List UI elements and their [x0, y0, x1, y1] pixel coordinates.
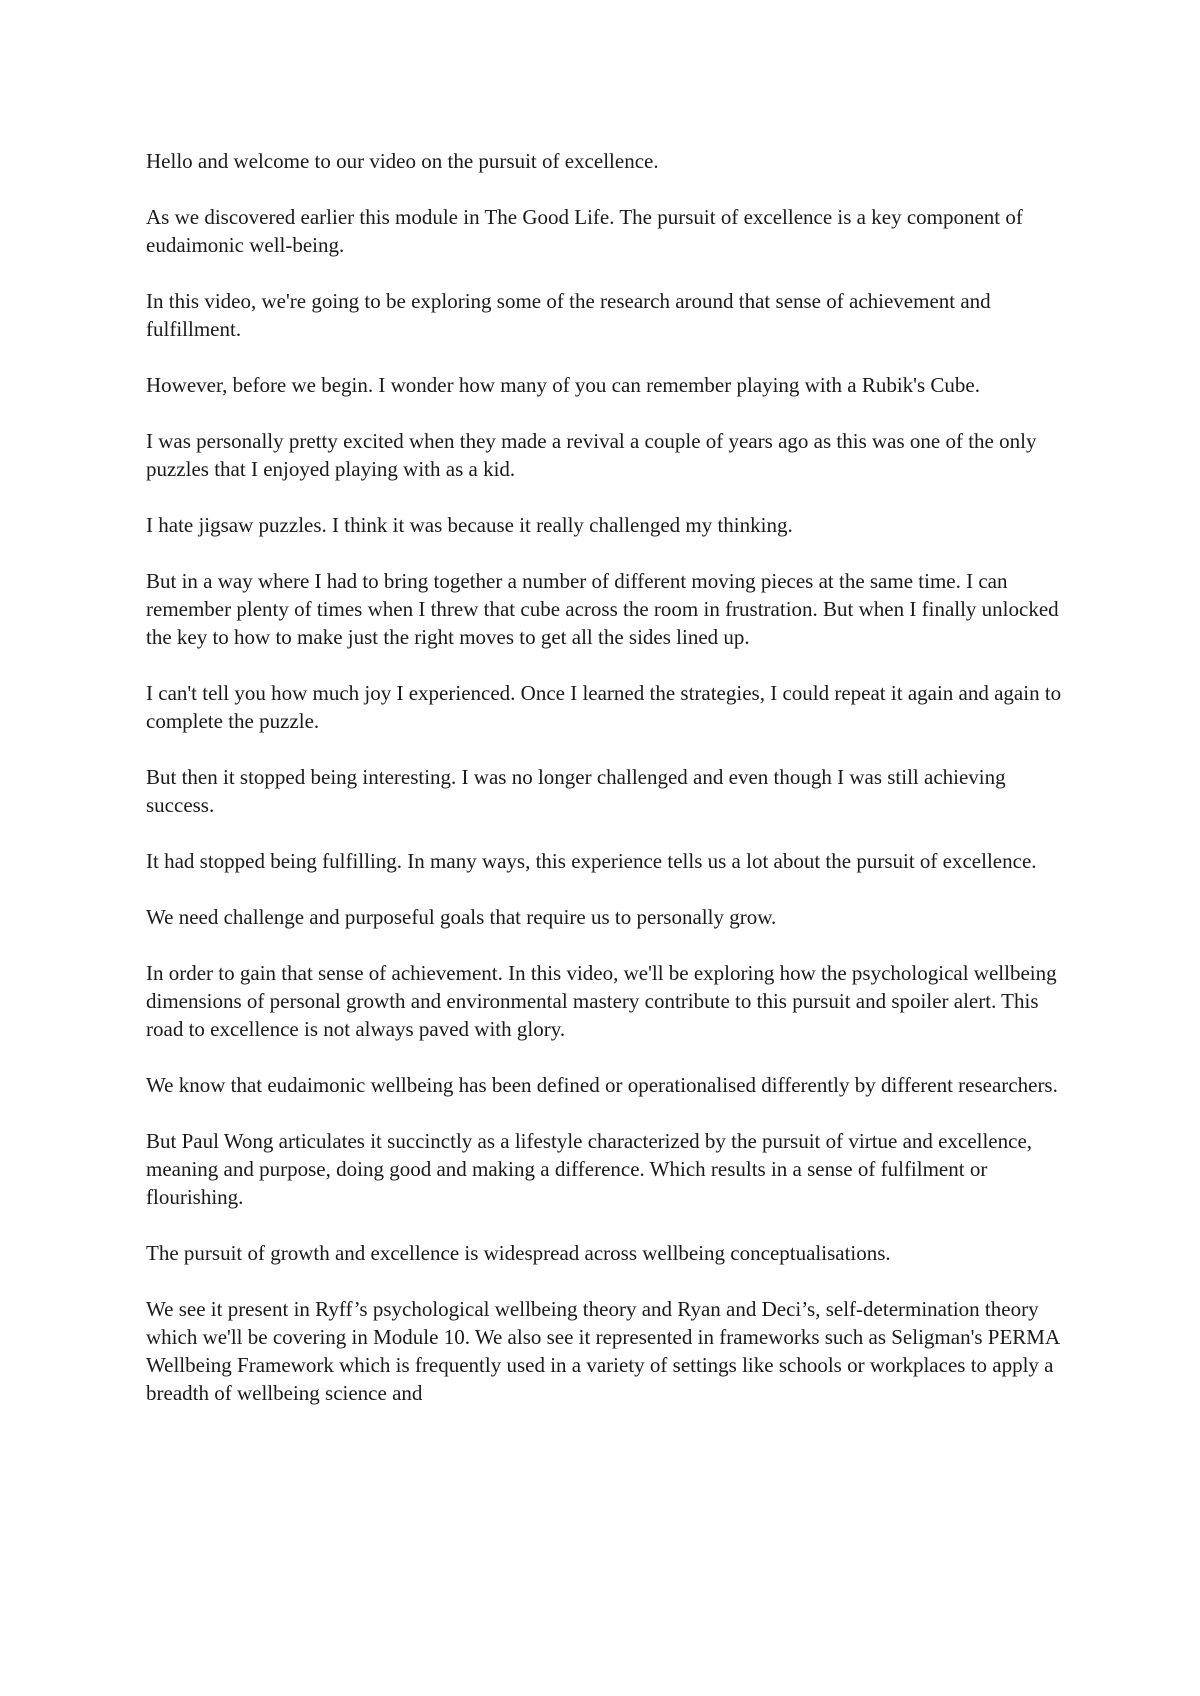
paragraph: I was personally pretty excited when they made a revival a couple of years ago as this was one of the only puzzles that I enjoyed playing with as a kid.: [146, 429, 1037, 481]
paragraph: We know that eudaimonic wellbeing has been defined or operationalised differently by different researchers.: [146, 1073, 1058, 1097]
paragraph: We see it present in Ryff’s psychological wellbeing theory and Ryan and Deci’s, self-determination theory which we'll be covering in Module 10. We also see it represented in frameworks such as Seligman's PERMA Wellbeing Framework which is frequently used in a variety of settings like schools or workplaces to apply a breadth of wellbeing science and: [146, 1297, 1059, 1405]
paragraph: We need challenge and purposeful goals that require us to personally grow.: [146, 905, 777, 929]
paragraph: The pursuit of growth and excellence is widespread across wellbeing conceptualisations.: [146, 1241, 891, 1265]
paragraph: But Paul Wong articulates it succinctly as a lifestyle characterized by the pursuit of virtue and excellence, meaning and purpose, doing good and making a difference. Which results in a sense of fulfilment or flourishing.: [146, 1129, 1033, 1209]
paragraph: I can't tell you how much joy I experienced. Once I learned the strategies, I could repeat it again and again to complete the puzzle.: [146, 681, 1062, 733]
paragraph: However, before we begin. I wonder how many of you can remember playing with a Rubik's Cube.: [146, 373, 980, 397]
paragraph: In order to gain that sense of achievement. In this video, we'll be exploring how the psychological wellbeing dimensions of personal growth and environmental mastery contribute to this pursuit and spoiler alert. This road to excellence is not always paved with glory.: [146, 961, 1057, 1041]
paragraph: But then it stopped being interesting. I was no longer challenged and even though I was still achieving success.: [146, 765, 1006, 817]
paragraph: It had stopped being fulfilling. In many ways, this experience tells us a lot about the pursuit of excellence.: [146, 849, 1037, 873]
paragraph: As we discovered earlier this module in The Good Life. The pursuit of excellence is a key component of eudaimonic well-being.: [146, 205, 1023, 257]
paragraph: Hello and welcome to our video on the pursuit of excellence.: [146, 149, 659, 173]
document-body: [146, 147, 1071, 1435]
paragraph: I hate jigsaw puzzles. I think it was because it really challenged my thinking.: [146, 513, 793, 537]
paragraph: But in a way where I had to bring together a number of different moving pieces at the same time. I can remember plenty of times when I threw that cube across the room in frustration. But when I finally unlocked the key to how to make just the right moves to get all the sides lined up.: [146, 569, 1059, 649]
paragraph: In this video, we're going to be exploring some of the research around that sense of achievement and fulfillment.: [146, 289, 991, 341]
